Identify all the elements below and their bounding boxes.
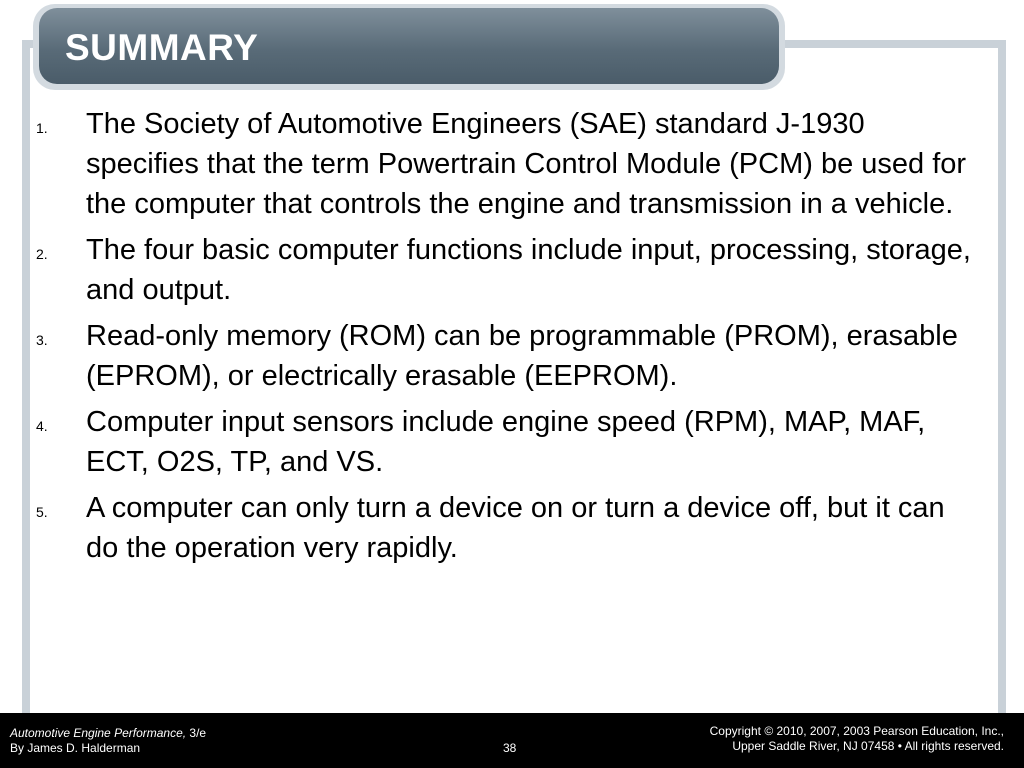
title-bar	[33, 4, 785, 90]
list-item-text: A computer can only turn a device on or turn a device off, but it can do the operation very rapidly.	[86, 492, 945, 564]
footer-edition: 3/e	[186, 726, 207, 740]
list-item-number: 2.	[36, 246, 48, 262]
slide-footer	[0, 713, 1024, 768]
title-bar-inner	[39, 8, 779, 84]
footer-book-line	[10, 726, 206, 741]
list-item-text: Computer input sensors include engine speed (RPM), MAP, MAF, ECT, O2S, TP, and VS.	[86, 406, 926, 478]
footer-book-title: Automotive Engine Performance,	[10, 726, 187, 740]
list-item-number: 3.	[36, 332, 48, 348]
list-item	[32, 316, 982, 396]
footer-book-info	[10, 726, 206, 756]
list-item	[32, 402, 982, 482]
list-item-text: The Society of Automotive Engineers (SAE) standard J-1930 specifies that the term Powertrain Control Module (PCM) be used for the computer that controls the engine and transmission in a vehicle.	[86, 108, 967, 220]
copyright-line-1: Copyright © 2010, 2007, 2003 Pearson Education, Inc.,	[709, 724, 1004, 738]
list-item-number: 1.	[36, 120, 48, 136]
list-item-number: 4.	[36, 418, 48, 434]
page-number: 38	[503, 741, 517, 755]
list-item-text: Read-only memory (ROM) can be programmable (PROM), erasable (EPROM), or electrically erasable (EEPROM).	[86, 320, 958, 392]
footer-author: By James D. Halderman	[10, 741, 141, 755]
list-item	[32, 104, 982, 224]
slide-title: SUMMARY	[65, 27, 259, 68]
summary-list	[32, 104, 982, 574]
list-item	[32, 230, 982, 310]
list-item-text: The four basic computer functions include input, processing, storage, and output.	[86, 234, 971, 306]
list-item	[32, 488, 982, 568]
copyright-line-2: Upper Saddle River, NJ 07458 • All rights reserved.	[732, 739, 1004, 753]
footer-copyright	[710, 724, 1004, 754]
list-item-number: 5.	[36, 504, 48, 520]
